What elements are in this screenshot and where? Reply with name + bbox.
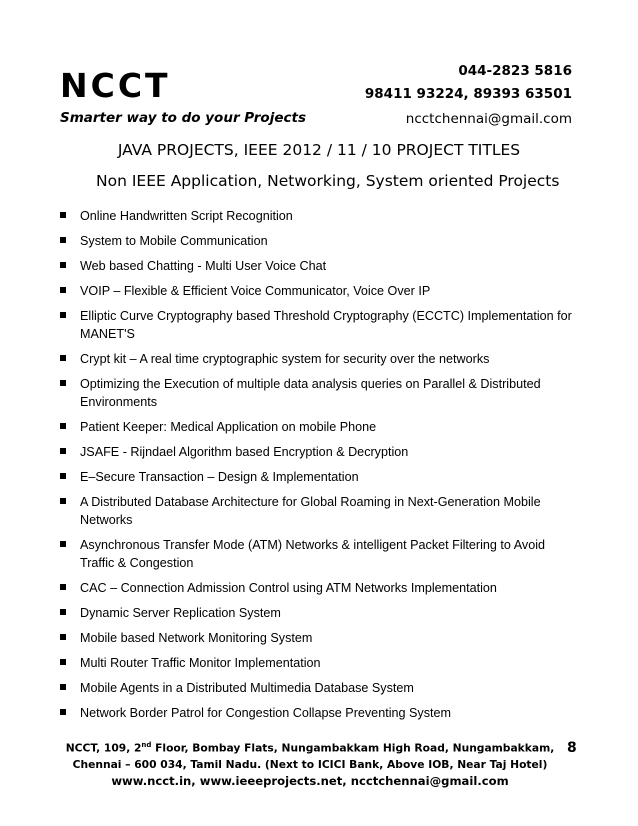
phone-line-1: 044-2823 5816 xyxy=(458,63,572,79)
project-title: Elliptic Curve Cryptography based Threshold Cryptography (ECCTC) Implementation for MANET'S xyxy=(80,309,572,341)
list-item xyxy=(60,468,580,486)
project-title: Web based Chatting - Multi User Voice Chat xyxy=(80,259,327,273)
project-title: E–Secure Transaction – Design & Implementation xyxy=(80,470,359,484)
header-email: ncctchennai@gmail.com xyxy=(405,111,572,127)
square-bullet-icon xyxy=(60,541,66,547)
list-item xyxy=(60,679,580,697)
square-bullet-icon xyxy=(60,684,66,690)
list-item xyxy=(60,654,580,672)
square-bullet-icon xyxy=(60,355,66,361)
list-item xyxy=(60,350,580,368)
square-bullet-icon xyxy=(60,473,66,479)
document-title: JAVA PROJECTS, IEEE 2012 / 11 / 10 PROJECT TITLES xyxy=(117,141,521,159)
project-title: Asynchronous Transfer Mode (ATM) Networks & intelligent Packet Filtering to Avoid Traffic & Congestion xyxy=(80,538,545,570)
project-list xyxy=(60,207,580,729)
list-item xyxy=(60,257,580,275)
project-title: Patient Keeper: Medical Application on mobile Phone xyxy=(80,420,377,434)
square-bullet-icon xyxy=(60,448,66,454)
project-title: CAC – Connection Admission Control using ATM Networks Implementation xyxy=(80,581,497,595)
square-bullet-icon xyxy=(60,659,66,665)
square-bullet-icon xyxy=(60,634,66,640)
tagline: Smarter way to do your Projects xyxy=(60,110,306,126)
list-item xyxy=(60,207,580,225)
list-item xyxy=(60,493,580,529)
project-title: VOIP – Flexible & Efficient Voice Communicator, Voice Over IP xyxy=(80,284,431,298)
square-bullet-icon xyxy=(60,237,66,243)
list-item xyxy=(60,307,580,343)
square-bullet-icon xyxy=(60,423,66,429)
footer-address-line-2: Chennai – 600 034, Tamil Nadu. (Next to ICICI Bank, Above IOB, Near Taj Hotel) xyxy=(72,757,548,771)
square-bullet-icon xyxy=(60,584,66,590)
list-item xyxy=(60,604,580,622)
list-item xyxy=(60,282,580,300)
project-title: Dynamic Server Replication System xyxy=(80,606,281,620)
list-item xyxy=(60,418,580,436)
square-bullet-icon xyxy=(60,262,66,268)
ncct-logo: NCCT xyxy=(60,66,171,105)
square-bullet-icon xyxy=(60,609,66,615)
project-title: Network Border Patrol for Congestion Collapse Preventing System xyxy=(80,706,451,720)
footer-websites: www.ncct.in, www.ieeeprojects.net, ncctchennai@gmail.com xyxy=(111,773,509,788)
project-title: Multi Router Traffic Monitor Implementation xyxy=(80,656,321,670)
square-bullet-icon xyxy=(60,312,66,318)
list-item xyxy=(60,536,580,572)
page-header xyxy=(0,0,638,135)
phone-line-2: 98411 93224, 89393 63501 xyxy=(364,86,572,102)
project-title: Crypt kit – A real time cryptographic system for security over the networks xyxy=(80,352,490,366)
page-footer xyxy=(60,737,560,789)
project-title: Mobile based Network Monitoring System xyxy=(80,631,313,645)
list-item xyxy=(60,375,580,411)
square-bullet-icon xyxy=(60,212,66,218)
square-bullet-icon xyxy=(60,287,66,293)
project-title: Online Handwritten Script Recognition xyxy=(80,209,293,223)
list-item xyxy=(60,232,580,250)
list-item xyxy=(60,443,580,461)
square-bullet-icon xyxy=(60,709,66,715)
project-title: JSAFE - Rijndael Algorithm based Encryption & Decryption xyxy=(80,445,409,459)
square-bullet-icon xyxy=(60,498,66,504)
project-title: System to Mobile Communication xyxy=(80,234,268,248)
footer-address-line-1: NCCT, 109, 2nd Floor, Bombay Flats, Nungambakkam High Road, Nungambakkam, xyxy=(65,741,555,755)
list-item xyxy=(60,579,580,597)
square-bullet-icon xyxy=(60,380,66,386)
project-title: A Distributed Database Architecture for Global Roaming in Next-Generation Mobile Networks xyxy=(80,495,541,527)
project-title: Optimizing the Execution of multiple data analysis queries on Parallel & Distributed Environments xyxy=(80,377,541,409)
document-subtitle: Non IEEE Application, Networking, System oriented Projects xyxy=(96,172,560,190)
list-item xyxy=(60,704,580,722)
list-item xyxy=(60,629,580,647)
project-title: Mobile Agents in a Distributed Multimedia Database System xyxy=(80,681,414,695)
page-number: 8 xyxy=(567,740,577,756)
